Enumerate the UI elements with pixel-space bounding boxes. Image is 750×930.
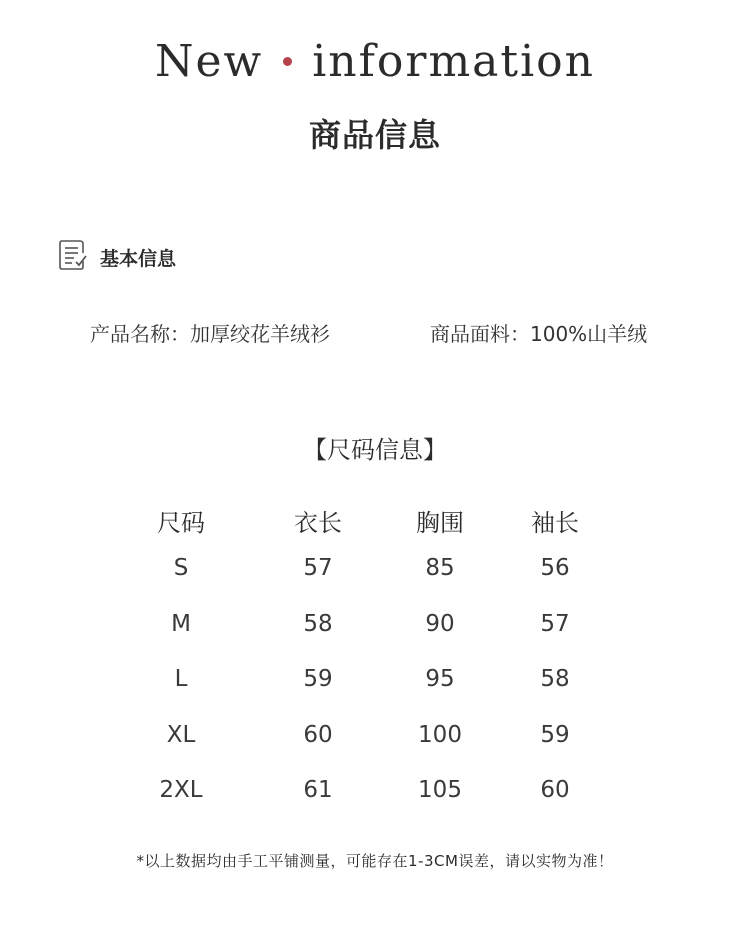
product-name: 产品名称：加厚绞花羊绒衫 — [90, 322, 330, 346]
size-table-header: 衣长 — [294, 509, 342, 537]
size-table-cell: 57 — [303, 555, 333, 581]
size-table-cell: 100 — [418, 722, 462, 748]
size-table-cell: S — [173, 555, 189, 581]
size-table-cell: 90 — [425, 611, 455, 637]
size-table-cell: 61 — [303, 777, 333, 803]
size-table-cell: M — [171, 611, 191, 637]
size-table-header: 袖长 — [531, 509, 579, 537]
basic-info-label: 基本信息 — [100, 248, 177, 270]
hero-title-left: New — [155, 36, 264, 87]
page-subtitle: 商品信息 — [308, 116, 441, 154]
size-info-title: 【尺码信息】 — [303, 436, 447, 464]
size-table-cell: 57 — [540, 611, 570, 637]
hero-title-right: information — [312, 36, 595, 87]
size-table-cell: 56 — [540, 555, 570, 581]
size-table-cell: 105 — [418, 777, 462, 803]
size-table-cell: 59 — [303, 666, 333, 692]
size-table-header: 尺码 — [157, 509, 205, 537]
size-table-cell: 95 — [425, 666, 455, 692]
measurement-footnote: *以上数据均由手工平铺测量，可能存在1-3CM误差，请以实物为准！ — [136, 852, 614, 870]
product-fabric: 商品面料：100%山羊绒 — [430, 322, 648, 346]
size-table-cell: 60 — [303, 722, 333, 748]
size-table-cell: 60 — [540, 777, 570, 803]
size-table-cell: XL — [166, 722, 196, 748]
size-table-cell: 58 — [303, 611, 333, 637]
size-table-header: 胸围 — [416, 509, 464, 537]
size-table-cell: L — [174, 666, 188, 692]
size-table-cell: 2XL — [159, 777, 203, 803]
size-table-cell: 85 — [425, 555, 455, 581]
size-table-cell: 59 — [540, 722, 570, 748]
size-table-cell: 58 — [540, 666, 570, 692]
